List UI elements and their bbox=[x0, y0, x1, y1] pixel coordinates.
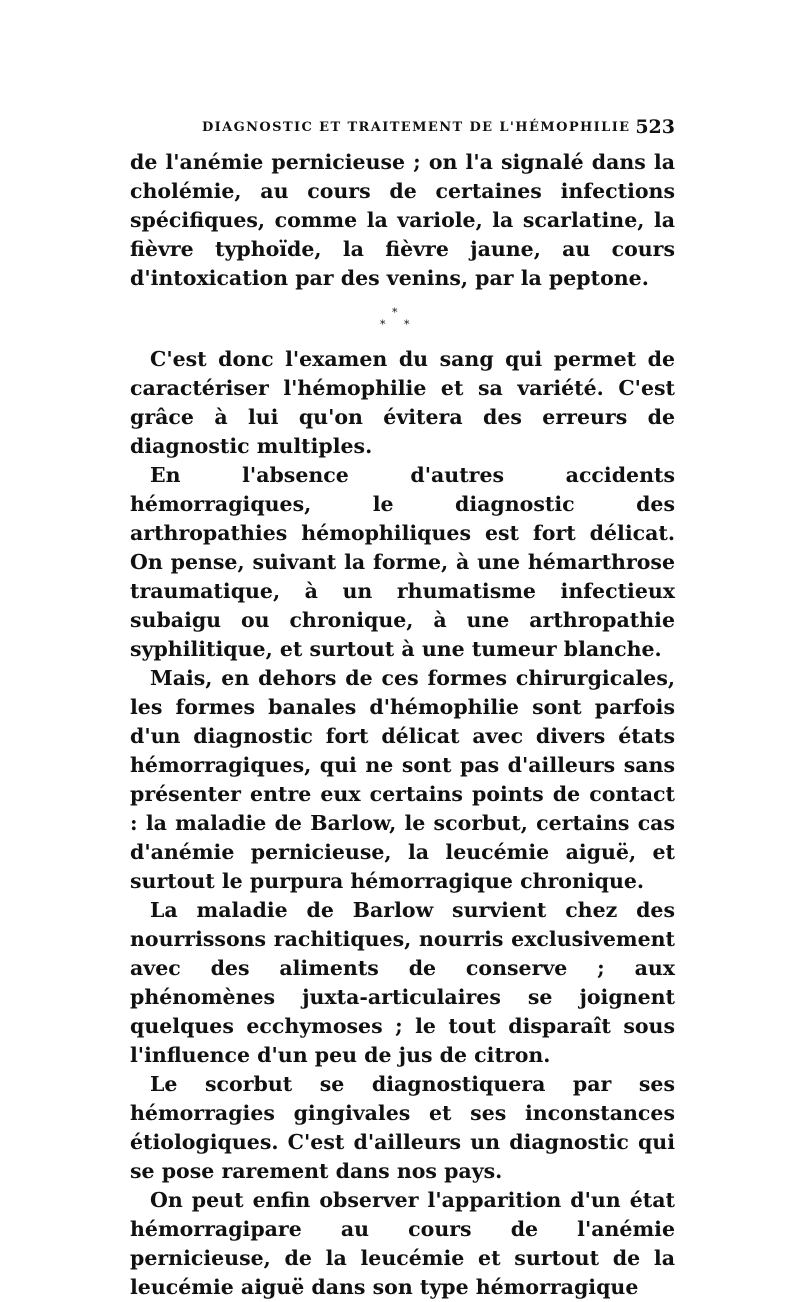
running-head bbox=[130, 108, 675, 148]
paragraph-2: C'est donc l'examen du sang qui permet de caractériser l'hémophilie et sa variété. C'est grâce à lui qu'on évitera des erreurs de diagnostic multiples. bbox=[130, 347, 675, 458]
paragraph-6: Le scorbut se diagnostiquera par ses hémorragies gingivales et ses inconstances étiologiques. C'est d'ailleurs un diagnostic qui se pose rarement dans nos pays. bbox=[130, 1072, 675, 1183]
running-title: DIAGNOSTIC ET TRAITEMENT DE L'HÉMOPHILIE bbox=[202, 120, 631, 135]
paragraph-4: Mais, en dehors de ces formes chirurgicales, les formes banales d'hémophilie sont parfois d'un diagnostic fort délicat avec divers états hémorragiques, qui ne sont pas d'ailleurs sans présenter entre eux certains points de contact : la maladie de Barlow, le scorbut, certains cas d'anémie pernicieuse, la leucémie aiguë, et surtout le purpura hémorragique chronique. bbox=[130, 666, 675, 893]
paragraph-7: On peut enfin observer l'apparition d'un état hémorragipare au cours de l'anémie pernicieuse, de la leucémie et surtout de la leucémie aiguë dans son type hémorragique bbox=[130, 1188, 675, 1299]
asterisk-icon: * bbox=[392, 306, 398, 319]
asterism-separator bbox=[130, 297, 675, 345]
asterisk-icon: * bbox=[380, 318, 386, 331]
paragraph-3: En l'absence d'autres accidents hémorragiques, le diagnostic des arthropathies hémophiliques est fort délicat. On pense, suivant la forme, à une hémarthrose traumatique, à un rhumatisme infectieux subaigu ou chronique, à une arthropathie syphilitique, et surtout à une tumeur blanche. bbox=[130, 463, 675, 661]
paragraph-1: de l'anémie pernicieuse ; on l'a signalé dans la cholémie, au cours de certaines infections spécifiques, comme la variole, la scarlatine, la fièvre typhoïde, la fièvre jaune, au cours d'intoxication par des venins, par la peptone. bbox=[130, 150, 675, 290]
asterisk-icon: * bbox=[404, 318, 410, 331]
page-number: 523 bbox=[635, 116, 675, 138]
paragraph-5: La maladie de Barlow survient chez des nourrissons rachitiques, nourris exclusivement avec des aliments de conserve ; aux phénomènes juxta-articulaires se joignent quelques ecchymoses ; le tout disparaît sous l'influence d'un peu de jus de citron. bbox=[130, 898, 675, 1067]
book-page bbox=[130, 108, 675, 1302]
body-text bbox=[130, 148, 675, 1302]
